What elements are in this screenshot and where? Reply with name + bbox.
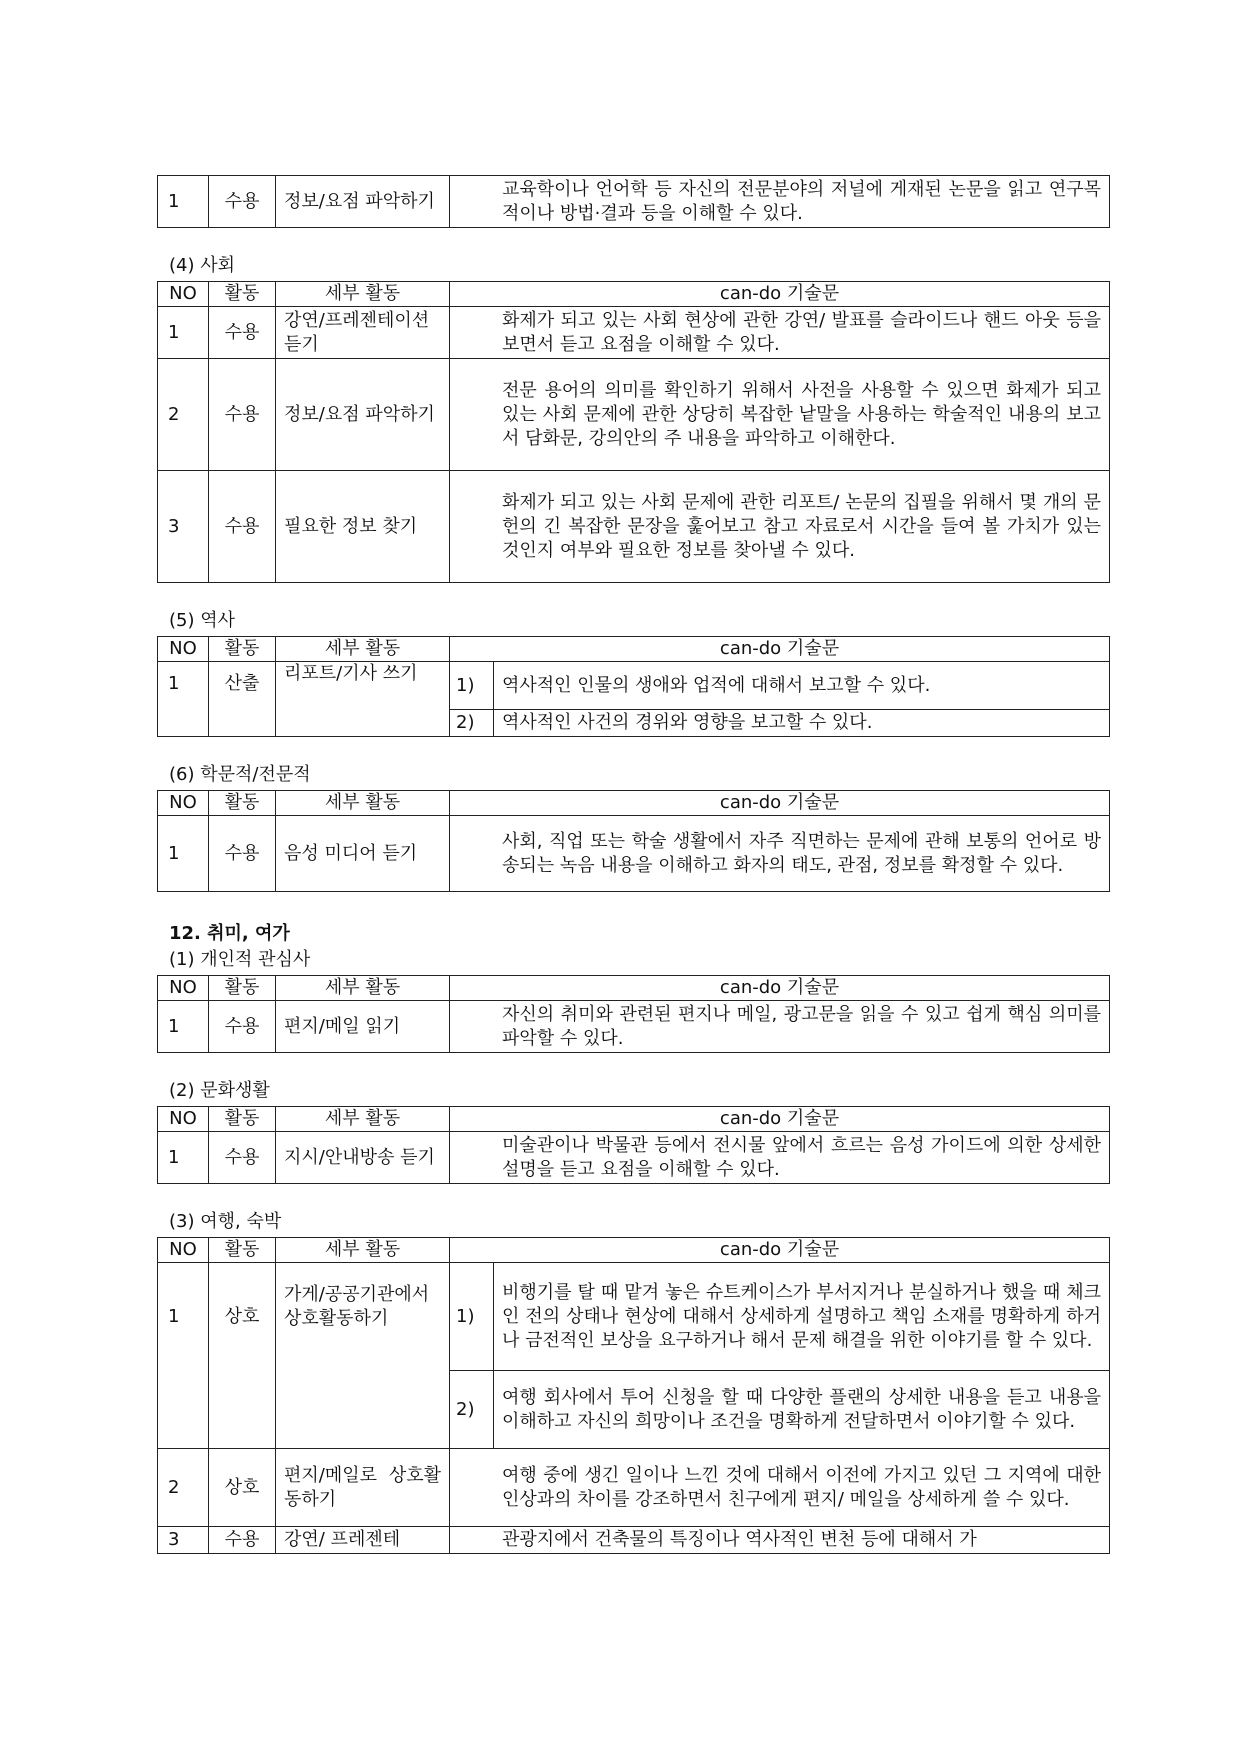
document-content: [157, 175, 1110, 1554]
header-activity: 활동: [209, 637, 276, 662]
activity-cell: 상호: [209, 1263, 276, 1449]
table-header-row: [158, 791, 1110, 816]
section-title-history: (5) 역사: [169, 610, 235, 631]
section-title-society: (4) 사회: [169, 255, 235, 276]
item-number: 2): [450, 710, 494, 737]
header-no: NO: [158, 791, 209, 816]
table-header-row: [158, 637, 1110, 662]
header-cando: can-do 기술문: [450, 1107, 1110, 1132]
table-row: [158, 471, 1110, 583]
header-detail: 세부 활동: [276, 1238, 450, 1263]
table-header-row: [158, 1107, 1110, 1132]
detail-activity-cell: 강연/ 프레젠테: [276, 1527, 450, 1554]
header-no: NO: [158, 976, 209, 1001]
section-title-academic: (6) 학문적/전문적: [169, 764, 311, 785]
section-title-culture: (2) 문화생활: [169, 1080, 270, 1101]
table-header-row: [158, 282, 1110, 307]
detail-activity-cell: 필요한 정보 찾기: [276, 471, 450, 583]
cando-statement-cell: 비행기를 탈 때 맡겨 놓은 슈트케이스가 부서지거나 분실하거나 했을 때 체크인 전의 상태나 현상에 대해서 상세하게 설명하고 책임 소재를 명확하게 하거나 금전적인 보상을 요구하거나 해서 문제 해결을 위한 이야기를 할 수 있다.: [494, 1263, 1110, 1371]
detail-activity-cell: 정보/요점 파악하기: [276, 359, 450, 471]
activity-cell: 상호: [209, 1449, 276, 1527]
row-number: 2: [158, 359, 209, 471]
row-number: 1: [158, 1001, 209, 1053]
row-number: 1: [158, 662, 209, 737]
personal-interest-table: [157, 975, 1110, 1053]
row-number: 1: [158, 176, 209, 228]
cando-statement-cell: 사회, 직업 또는 학술 생활에서 자주 직면하는 문제에 관해 보통의 언어로 방송되는 녹음 내용을 이해하고 화자의 태도, 관점, 정보를 확정할 수 있다.: [450, 816, 1110, 892]
header-activity: 활동: [209, 1238, 276, 1263]
table-row: [158, 359, 1110, 471]
cando-statement-cell: 화제가 되고 있는 사회 현상에 관한 강연/ 발표를 슬라이드나 핸드 아웃 등을 보면서 듣고 요점을 이해할 수 있다.: [450, 307, 1110, 359]
section-title-personal-interest: (1) 개인적 관심사: [169, 949, 311, 970]
detail-activity-cell: 편지/메일로 상호활동하기: [276, 1449, 450, 1527]
header-detail: 세부 활동: [276, 1107, 450, 1132]
academic-table: [157, 790, 1110, 892]
table-row: [158, 1527, 1110, 1554]
table-row: [158, 662, 1110, 710]
row-number: 3: [158, 471, 209, 583]
activity-cell: 수용: [209, 1001, 276, 1053]
cando-statement-cell: 여행 중에 생긴 일이나 느낀 것에 대해서 이전에 가지고 있던 그 지역에 대한 인상과의 차이를 강조하면서 친구에게 편지/ 메일을 상세하게 쓸 수 있다.: [450, 1449, 1110, 1527]
header-cando: can-do 기술문: [450, 791, 1110, 816]
header-detail: 세부 활동: [276, 282, 450, 307]
cando-statement-cell: 역사적인 사건의 경위와 영향을 보고할 수 있다.: [494, 710, 1110, 737]
header-no: NO: [158, 1107, 209, 1132]
table-row: [158, 1001, 1110, 1053]
cando-statement-cell: 자신의 취미와 관련된 편지나 메일, 광고문을 읽을 수 있고 쉽게 핵심 의미를 파악할 수 있다.: [450, 1001, 1110, 1053]
cando-statement-cell: 교육학이나 언어학 등 자신의 전문분야의 저널에 게재된 논문을 읽고 연구목적이나 방법·결과 등을 이해할 수 있다.: [450, 176, 1110, 228]
row-number: 1: [158, 307, 209, 359]
header-cando: can-do 기술문: [450, 976, 1110, 1001]
activity-cell: 산출: [209, 662, 276, 737]
table-row: [158, 176, 1110, 228]
header-no: NO: [158, 637, 209, 662]
history-table: [157, 636, 1110, 737]
header-detail: 세부 활동: [276, 637, 450, 662]
activity-cell: 수용: [209, 1132, 276, 1184]
travel-table: [157, 1237, 1110, 1554]
header-no: NO: [158, 1238, 209, 1263]
row-number: 1: [158, 816, 209, 892]
chapter-title: 12. 취미, 여가: [169, 923, 290, 944]
activity-cell: 수용: [209, 471, 276, 583]
society-table: [157, 281, 1110, 583]
activity-cell: 수용: [209, 1527, 276, 1554]
header-cando: can-do 기술문: [450, 282, 1110, 307]
header-no: NO: [158, 282, 209, 307]
table-row: [158, 1132, 1110, 1184]
header-cando: can-do 기술문: [450, 637, 1110, 662]
activity-cell: 수용: [209, 176, 276, 228]
cando-statement-cell: 미술관이나 박물관 등에서 전시물 앞에서 흐르는 음성 가이드에 의한 상세한 설명을 듣고 요점을 이해할 수 있다.: [450, 1132, 1110, 1184]
detail-activity-cell: 지시/안내방송 듣기: [276, 1132, 450, 1184]
section-title-travel: (3) 여행, 숙박: [169, 1211, 282, 1232]
continued-table: [157, 175, 1110, 228]
header-activity: 활동: [209, 1107, 276, 1132]
table-header-row: [158, 1238, 1110, 1263]
table-row: [158, 816, 1110, 892]
row-number: 1: [158, 1263, 209, 1449]
detail-activity-cell: 강연/프레젠테이션 듣기: [276, 307, 450, 359]
item-number: 1): [450, 662, 494, 710]
culture-table: [157, 1106, 1110, 1184]
cando-statement-cell: 전문 용어의 의미를 확인하기 위해서 사전을 사용할 수 있으면 화제가 되고 있는 사회 문제에 관한 상당히 복잡한 낱말을 사용하는 학술적인 내용의 보고서 담화문, 강의안의 주 내용을 파악하고 이해한다.: [450, 359, 1110, 471]
header-detail: 세부 활동: [276, 976, 450, 1001]
activity-cell: 수용: [209, 359, 276, 471]
detail-activity-cell: 정보/요점 파악하기: [276, 176, 450, 228]
detail-activity-cell: 리포트/기사 쓰기: [276, 662, 450, 737]
activity-cell: 수용: [209, 816, 276, 892]
header-activity: 활동: [209, 976, 276, 1001]
detail-activity-cell: 편지/메일 읽기: [276, 1001, 450, 1053]
table-row: [158, 1449, 1110, 1527]
cando-statement-cell: 여행 회사에서 투어 신청을 할 때 다양한 플랜의 상세한 내용을 듣고 내용을 이해하고 자신의 희망이나 조건을 명확하게 전달하면서 이야기할 수 있다.: [494, 1371, 1110, 1449]
header-activity: 활동: [209, 282, 276, 307]
detail-activity-cell: 가게/공공기관에서 상호활동하기: [276, 1263, 450, 1449]
item-number: 1): [450, 1263, 494, 1371]
cando-statement-cell: 역사적인 인물의 생애와 업적에 대해서 보고할 수 있다.: [494, 662, 1110, 710]
header-detail: 세부 활동: [276, 791, 450, 816]
header-activity: 활동: [209, 791, 276, 816]
row-number: 2: [158, 1449, 209, 1527]
item-number: 2): [450, 1371, 494, 1449]
table-header-row: [158, 976, 1110, 1001]
row-number: 1: [158, 1132, 209, 1184]
header-cando: can-do 기술문: [450, 1238, 1110, 1263]
table-row: [158, 1263, 1110, 1371]
row-number: 3: [158, 1527, 209, 1554]
cando-statement-cell: 화제가 되고 있는 사회 문제에 관한 리포트/ 논문의 집필을 위해서 몇 개의 문헌의 긴 복잡한 문장을 훑어보고 참고 자료로서 시간을 들여 볼 가치가 있는 것인지 여부와 필요한 정보를 찾아낼 수 있다.: [450, 471, 1110, 583]
cando-statement-cell: 관광지에서 건축물의 특징이나 역사적인 변천 등에 대해서 가: [450, 1527, 1110, 1554]
activity-cell: 수용: [209, 307, 276, 359]
table-row: [158, 307, 1110, 359]
detail-activity-cell: 음성 미디어 듣기: [276, 816, 450, 892]
